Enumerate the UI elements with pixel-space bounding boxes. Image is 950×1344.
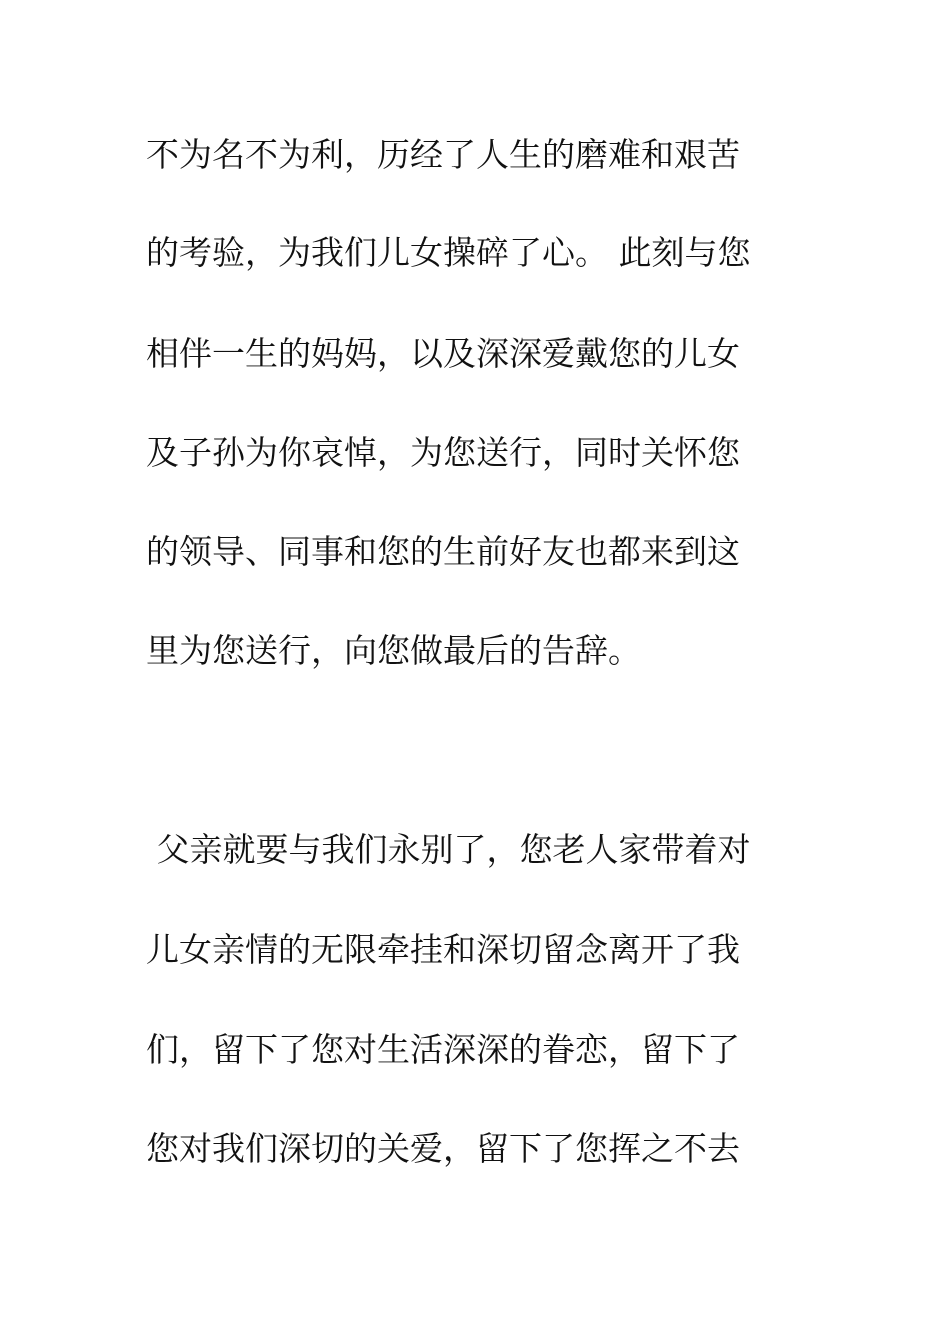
paragraph-1-line-3: 相伴一生的妈妈，以及深深爱戴您的儿女 — [146, 334, 740, 373]
paragraph-1-line-5: 的领导、同事和您的生前好友也都来到这 — [146, 532, 740, 571]
paragraph-1-line-6: 里为您送行，向您做最后的告辞。 — [146, 631, 641, 670]
paragraph-2-line-1: 父亲就要与我们永别了，您老人家带着对 — [146, 830, 751, 869]
paragraph-1-line-2: 的考验，为我们儿女操碎了心。 此刻与您 — [146, 233, 751, 272]
paragraph-2-line-3: 们，留下了您对生活深深的眷恋，留下了 — [146, 1030, 740, 1069]
paragraph-1-line-1: 不为名不为利，历经了人生的磨难和艰苦 — [146, 135, 740, 174]
paragraph-2-line-2: 儿女亲情的无限牵挂和深切留念离开了我 — [146, 930, 740, 969]
paragraph-1-line-4: 及子孙为你哀悼，为您送行，同时关怀您 — [146, 433, 740, 472]
paragraph-2-line-4: 您对我们深切的关爱，留下了您挥之不去 — [146, 1129, 740, 1168]
